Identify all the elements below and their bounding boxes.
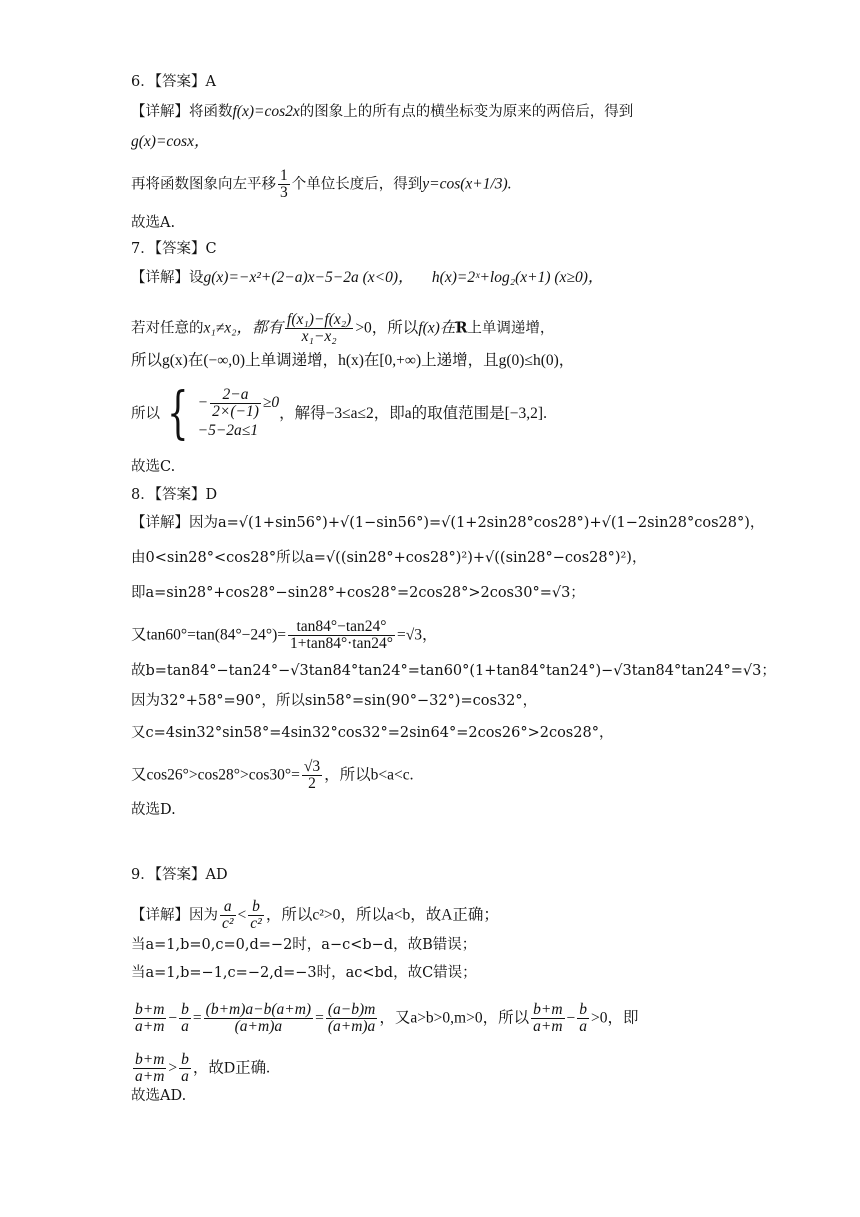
fraction: $\frac{b}{a}$ bbox=[181, 1051, 189, 1085]
q6-detail-line-1: 【详解】将函数f(x)=cos2x的图象上的所有点的横坐标变为原来的两倍后，得到 bbox=[131, 103, 634, 120]
q9-detail-line-1: 【详解】因为 $\frac{a}{\text{c²}}$ < $\frac{b}{\text{c²}}$ ，所以c²>0，所以a<b，故A正确； bbox=[131, 898, 499, 932]
q8-detail-line-6: 因为32°+58°=90°，所以sin58°=sin(90°−32°)=cos32°， bbox=[131, 693, 538, 709]
q8-detail-line-4: 又tan60°=tan(84°−24°)= $\frac{\tan 84^\circ-\tan 24^\circ}{1+\tan 84^\circ\cdot\tan 24^\circ}$ =√3， bbox=[131, 618, 438, 652]
q8-detail-line-7: 又c=4sin32°sin58°=4sin32°cos32°=2sin64°=2cos26°>2cos28°， bbox=[131, 725, 614, 741]
q8-detail-line-3: 即a=sin28°+cos28°−sin28°+cos28°=2cos28°>2cos30°=√3； bbox=[131, 585, 585, 601]
q8-detail-line-1: 【详解】因为a=√(1+sin56°)+√(1−sin56°)=√(1+2sin28°cos28°)+√(1−2sin28°cos28°)， bbox=[131, 515, 765, 531]
fraction: $\frac{b}{a}$ bbox=[181, 1001, 189, 1035]
q8-detail-line-5: 故b=tan84°−tan24°−√3tan84°tan24°=tan60°(1+tan84°tan24°)−√3tan84°tan24°=√3； bbox=[131, 663, 776, 679]
fraction: $\frac{\tan 84^\circ-\tan 24^\circ}{1+\tan 84^\circ\cdot\tan 24^\circ}$ bbox=[290, 618, 393, 652]
q8-detail-line-8: 又cos26°>cos28°>cos30°= $\frac{√3}{2}$ ，所以b<a<c. bbox=[131, 758, 414, 792]
q9-detail-line-4: $\frac{b+m}{a+m}$ − $\frac{b}{a}$ = $\frac{(b+m)a-b(a+m)}{(a+m)a}$ = $\frac{(a-b)m}{(a+m)a}$ ，又a>b>0,m>0，所以 $\frac{b+m}{a+m}$ − $\frac{b}{a}$ >0，即 bbox=[135, 1001, 639, 1035]
fraction: $\frac{1}{3}$ bbox=[280, 167, 288, 201]
q6-detail-line-2: g(x)=cosx， bbox=[131, 133, 210, 150]
fraction: $\frac{b}{\text{c²}}$ bbox=[250, 898, 262, 932]
q7-detail-line-4: 所以 { − $\frac{2-a}{2\times(-1)}$ ≥0 −5−2a≤1 ，解得−3≤a≤2，即a的取值范围是[−3,2]. bbox=[131, 381, 547, 446]
q9-answer-heading: 9．【答案】AD bbox=[131, 867, 228, 883]
fraction: $\frac{\text{f(x₁)−f(x₂)}}{\text{x₁−x₂}}$ bbox=[287, 311, 352, 345]
fraction: $\frac{(b+m)a-b(a+m)}{(a+m)a}$ bbox=[205, 1001, 312, 1035]
q8-conclusion: 故选D. bbox=[131, 802, 176, 818]
fraction: $\frac{b+m}{a+m}$ bbox=[135, 1001, 165, 1035]
fraction: $\frac{b+m}{a+m}$ bbox=[533, 1001, 563, 1035]
q6-answer-heading: 6．【答案】A bbox=[131, 74, 216, 90]
q9-detail-line-5: $\frac{b+m}{a+m}$ > $\frac{b}{a}$ ，故D正确. bbox=[135, 1051, 270, 1085]
q7-detail-line-3: 所以g(x)在(−∞,0)上单调递增，h(x)在[0,+∞)上递增，且g(0)≤h(0)， bbox=[131, 352, 575, 369]
left-brace: { bbox=[167, 381, 189, 446]
q9-conclusion: 故选AD. bbox=[131, 1088, 187, 1104]
fraction: $\frac{(a-b)m}{(a+m)a}$ bbox=[327, 1001, 376, 1035]
q8-detail-line-2: 由0<sin28°<cos28°所以a=√((sin28°+cos28°)²)+√((sin28°−cos28°)²)， bbox=[131, 550, 647, 566]
q7-conclusion: 故选C. bbox=[131, 459, 176, 475]
inequality-system: − $\frac{2-a}{2\times(-1)}$ ≥0 −5−2a≤1 bbox=[197, 385, 280, 439]
q7-answer-heading: 7．【答案】C bbox=[131, 241, 217, 257]
fraction: $\frac{b}{a}$ bbox=[579, 1001, 588, 1035]
q8-answer-heading: 8．【答案】D bbox=[131, 487, 218, 503]
q6-conclusion: 故选A. bbox=[131, 215, 176, 231]
fraction: $\frac{a}{\text{c²}}$ bbox=[222, 898, 234, 932]
q7-detail-line-1: 【详解】设g(x)=−x²+(2−a)x−5−2a (x<0)， h(x)=2ˣ+log₂(x+1) (x≥0)， bbox=[131, 269, 604, 286]
fraction: $\frac{√3}{2}$ bbox=[303, 758, 321, 792]
q9-detail-line-2: 当a=1,b=0,c=0,d=−2时，a−c<b−d，故B错误； bbox=[131, 937, 477, 953]
q9-detail-line-3: 当a=1,b=−1,c=−2,d=−3时，ac<bd，故C错误； bbox=[131, 965, 477, 981]
fraction: $\frac{b+m}{a+m}$ bbox=[135, 1051, 165, 1085]
q6-detail-line-3: 再将函数图象向左平移 $\frac{1}{3}$ 个单位长度后，得到y=cos(x+1/3). bbox=[131, 167, 512, 201]
q7-detail-line-2: 若对任意的x₁≠x₂，都有 $\frac{\text{f(x₁)−f(x₂)}}{\text{x₁−x₂}}$ >0，所以f(x)在R上单调递增， bbox=[131, 311, 555, 345]
